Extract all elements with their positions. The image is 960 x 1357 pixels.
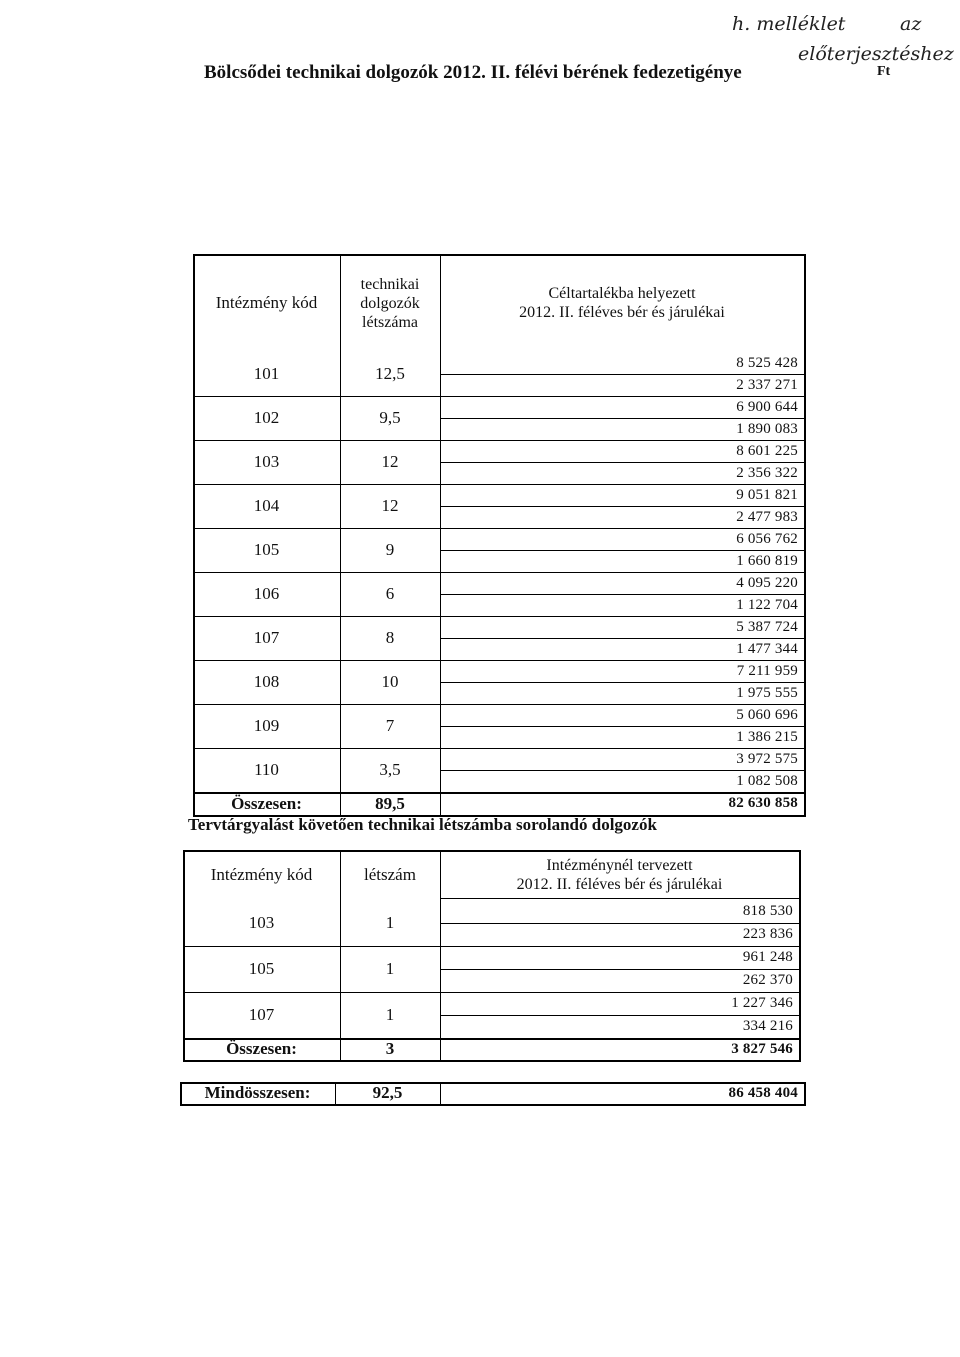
table2-header-ber-line: Intézménynél tervezett [546, 857, 693, 874]
table1-row-letszam: 12 [381, 496, 399, 515]
table2-right-border [799, 850, 801, 1060]
table1-row-ber: 5 060 696 [736, 706, 798, 723]
table1-row-ber: 5 387 724 [736, 618, 798, 635]
table1-row-letszam: 6 [385, 584, 395, 603]
section-title: Tervtárgyalást követően technikai létszámba sorolandó dolgozók [188, 815, 657, 834]
table1-subrow-rule [440, 594, 804, 595]
table2-row-jarulek: 223 836 [742, 926, 793, 942]
grand-total-bottom-border [180, 1104, 806, 1106]
table1-row-ber: 4 095 220 [736, 574, 798, 591]
table1-row-letszam: 3,5 [379, 760, 401, 779]
table1-row-jarulek: 1 660 819 [736, 552, 798, 569]
svg-text:h. melléklet: h. melléklet [732, 13, 846, 35]
table2-row-jarulek: 334 216 [742, 1018, 793, 1034]
table2-total-label: Összesen: [226, 1039, 297, 1058]
table1-subrow-rule [440, 638, 804, 639]
table1-row-kod: 101 [253, 364, 280, 383]
table1-row-letszam: 12,5 [375, 364, 405, 383]
table1-row-jarulek: 1 386 215 [736, 728, 798, 745]
table2-row-ber: 818 530 [742, 903, 793, 919]
table2-row-kod: 105 [248, 959, 275, 978]
table1-header-ber [440, 256, 804, 350]
table1-row-letszam: 7 [385, 716, 395, 735]
table2-total-letszam: 3 [385, 1039, 395, 1058]
table1-header-ber-line: 2012. II. féléves bér és járulékai [519, 304, 725, 321]
table1-subrow-rule [440, 770, 804, 771]
table2-header-rule [440, 898, 799, 899]
table2-header-ber-line: 2012. II. féléves bér és járulékai [516, 876, 723, 893]
table1-row-kod: 108 [253, 672, 280, 691]
table1-row-jarulek: 1 082 508 [736, 772, 798, 789]
table2-bottom-border [183, 1060, 801, 1062]
table1-subrow-rule [440, 374, 804, 375]
table2-total-osszeg: 3 827 546 [731, 1040, 793, 1057]
table1-row-kod: 104 [253, 496, 280, 515]
grand-total-letszam: 92,5 [372, 1083, 403, 1102]
table1-total-right-border [804, 792, 806, 815]
table2-header-ber [440, 852, 799, 898]
table1-total-label: Összesen: [231, 793, 302, 813]
table1-row-kod: 106 [253, 584, 280, 603]
table1-row-ber: 8 601 225 [736, 442, 798, 459]
table1-subrow-rule [440, 726, 804, 727]
table1-header-letszam-line: technikai [360, 275, 420, 293]
handwritten-annotation [700, 8, 958, 80]
table1-row-ber: 8 525 428 [736, 354, 798, 371]
table1-row-ber: 3 972 575 [736, 750, 798, 767]
table1-header-kod: Intézmény kód [215, 293, 318, 312]
document-title: Bölcsődei technikai dolgozók 2012. II. félévi bérének fedezetigénye [204, 62, 742, 83]
table1-total-osszeg: 82 630 858 [728, 795, 798, 811]
table1-header-ber-line: Céltartalékba helyezett [548, 285, 696, 302]
table1-row-kod: 110 [254, 760, 279, 779]
table1-total-letszam: 89,5 [375, 793, 405, 813]
table1-row-letszam: 12 [381, 452, 399, 471]
table1-row-letszam: 10 [381, 672, 399, 691]
table2-row-kod: 107 [248, 1005, 275, 1024]
table2-header-letszam: létszám [364, 865, 416, 884]
table1-row-jarulek: 2 477 983 [736, 508, 798, 525]
table2-subrow-rule [440, 923, 799, 924]
table1-row-jarulek: 2 356 322 [736, 464, 798, 481]
table1-row-jarulek: 1 890 083 [736, 420, 798, 437]
table1-row-ber: 6 900 644 [736, 398, 798, 415]
table2-subrow-rule [440, 1015, 799, 1016]
currency-unit: Ft [877, 64, 891, 79]
svg-text:az: az [900, 13, 922, 35]
table1-row-letszam: 9,5 [379, 408, 401, 427]
table1-row-jarulek: 1 122 704 [736, 596, 798, 613]
table2-subrow-rule [440, 969, 799, 970]
table1-subrow-rule [440, 418, 804, 419]
table2-row-letszam: 1 [385, 1005, 395, 1024]
table1-header-letszam-line: létszáma [362, 313, 418, 331]
table2-row-ber: 1 227 346 [731, 995, 793, 1011]
table1-row-ber: 7 211 959 [736, 662, 798, 679]
table1-header-letszam [340, 256, 440, 350]
grand-total-label: Mindösszesen: [204, 1083, 311, 1102]
table2-row-jarulek: 262 370 [742, 972, 793, 988]
table1-row-kod: 102 [253, 408, 280, 427]
table1-row-jarulek: 2 337 271 [736, 376, 798, 393]
table1-right-border [804, 254, 806, 792]
svg-text:előterjesztéshez: előterjesztéshez [798, 43, 954, 65]
table1-row-kod: 107 [253, 628, 280, 647]
table1-row-jarulek: 1 975 555 [736, 684, 798, 701]
table2-header-kod: Intézmény kód [210, 865, 313, 884]
table1-row-kod: 109 [253, 716, 280, 735]
table1-row-ber: 6 056 762 [736, 530, 798, 547]
table1-subrow-rule [440, 506, 804, 507]
table1-subrow-rule [440, 462, 804, 463]
table1-row-letszam: 8 [385, 628, 395, 647]
table1-row-letszam: 9 [385, 540, 395, 559]
grand-total-osszeg: 86 458 404 [728, 1084, 798, 1101]
table2-row-kod: 103 [248, 913, 275, 932]
table1-row-kod: 105 [253, 540, 280, 559]
table2-row-letszam: 1 [385, 913, 395, 932]
table1-row-jarulek: 1 477 344 [736, 640, 798, 657]
table1-header-letszam-line: dolgozók [360, 294, 420, 312]
table2-row-letszam: 1 [385, 959, 395, 978]
table1-subrow-rule [440, 550, 804, 551]
table2-row-ber: 961 248 [742, 949, 793, 965]
table1-row-ber: 9 051 821 [736, 486, 798, 503]
grand-total-right-border [804, 1082, 806, 1106]
table1-row-kod: 103 [253, 452, 280, 471]
table1-subrow-rule [440, 682, 804, 683]
